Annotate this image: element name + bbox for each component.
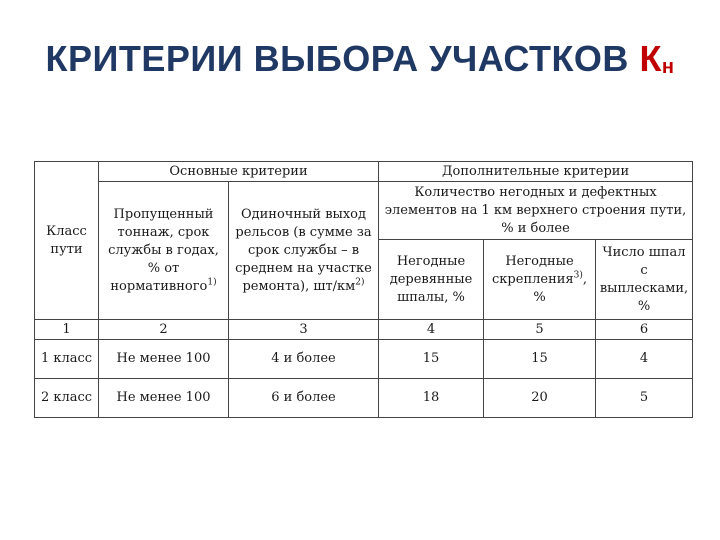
row-rails: 4 и более [229, 340, 379, 379]
col-number: 4 [379, 320, 484, 340]
header-sleepers: Негодные деревянные шпалы, % [379, 240, 484, 320]
header-tonnage: Пропущенный тоннаж, срок службы в годах, % от нормативного$^{1)}$ [99, 182, 229, 320]
header-rails: Одиночный выход рельсов (в сумме за срок службы – в среднем на участке ремонта), $шт/км^{2)}$ [229, 182, 379, 320]
row-fastenings: 15 [484, 340, 596, 379]
table-row [35, 340, 693, 379]
col-number: 1 [35, 320, 99, 340]
header-defects-group: Количество негодных и дефектных элементов на 1 км верхнего строения пути, % и более [379, 182, 693, 240]
header-fastenings: Негодные скрепления$^{3)}$, % [484, 240, 596, 320]
row-sleepers: 18 [379, 379, 484, 418]
table-row [35, 379, 693, 418]
page-title [0, 38, 720, 80]
title-accent: $К_н$ [639, 38, 675, 79]
row-sleepers: 15 [379, 340, 484, 379]
row-class: 2 класс [35, 379, 99, 418]
header-main-criteria: Основные критерии [99, 162, 379, 182]
criteria-table [34, 161, 693, 418]
col-number: 6 [596, 320, 693, 340]
header-splash: Число шпал с выплесками, % [596, 240, 693, 320]
row-tonnage: Не менее 100 [99, 379, 229, 418]
row-rails: 6 и более [229, 379, 379, 418]
row-fastenings: 20 [484, 379, 596, 418]
row-tonnage: Не менее 100 [99, 340, 229, 379]
row-class: 1 класс [35, 340, 99, 379]
col-number: 3 [229, 320, 379, 340]
title-text: КРИТЕРИИ ВЫБОРА УЧАСТКОВ [45, 38, 640, 79]
column-number-row [35, 320, 693, 340]
row-splash: 4 [596, 340, 693, 379]
col-number: 2 [99, 320, 229, 340]
header-class: Класс пути [35, 162, 99, 320]
row-splash: 5 [596, 379, 693, 418]
col-number: 5 [484, 320, 596, 340]
header-extra-criteria: Дополнительные критерии [379, 162, 693, 182]
